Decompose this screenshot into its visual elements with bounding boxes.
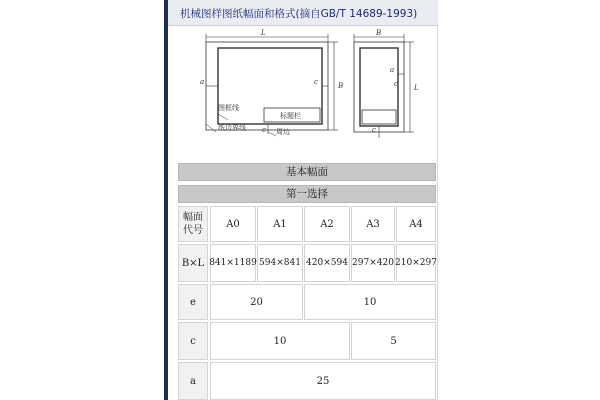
a-value-all: 25 [210,362,436,400]
frame-line-label: 图框线 [218,104,239,112]
dim-c-bottom-label: c [262,126,266,134]
sheet-size-table [178,206,436,400]
header-sheet-code: 幅面代号 [178,206,208,242]
sheet-format-diagram [176,28,438,156]
dim-c-portrait-bottom-label: c [372,126,376,134]
size-a1: 594×841 [257,244,303,282]
dim-c-label: c [314,78,318,86]
code-a4: A4 [396,206,436,242]
header-c: c [178,322,208,360]
c-value-a0-a2: 10 [210,322,350,360]
title-block-label: 标题栏 [280,112,301,120]
dim-b-portrait-label: B [376,29,382,37]
code-a2: A2 [304,206,350,242]
dim-l-portrait-label: L [414,84,419,92]
e-value-a2-a4: 10 [304,284,436,320]
code-a1: A1 [257,206,303,242]
dim-b-label: B [338,82,344,90]
sheet-edge-label: 纸边界线 [218,124,246,132]
dim-a-portrait-label: a [390,66,395,74]
size-a2: 420×594 [304,244,350,282]
e-value-a0-a1: 20 [210,284,303,320]
size-a0: 841×1189 [210,244,256,282]
section-basic-size: 基本幅面 [178,163,436,181]
page-title: 机械图样图纸幅面和格式(摘自GB/T 14689-1993) [180,8,418,20]
header-e: e [178,284,208,320]
margin-label: 周边 [276,128,290,136]
header-b-by-l: B×L [178,244,208,282]
code-a3: A3 [351,206,395,242]
c-value-a3-a4: 5 [351,322,436,360]
dim-c-portrait-label: c [394,80,398,88]
section-first-choice: 第一选择 [178,185,436,203]
page-header [168,0,438,26]
size-a4: 210×297 [396,244,436,282]
dim-a-label: a [200,78,205,86]
code-a0: A0 [210,206,256,242]
header-a: a [178,362,208,400]
size-a3: 297×420 [351,244,395,282]
dim-l-label: L [261,29,266,37]
